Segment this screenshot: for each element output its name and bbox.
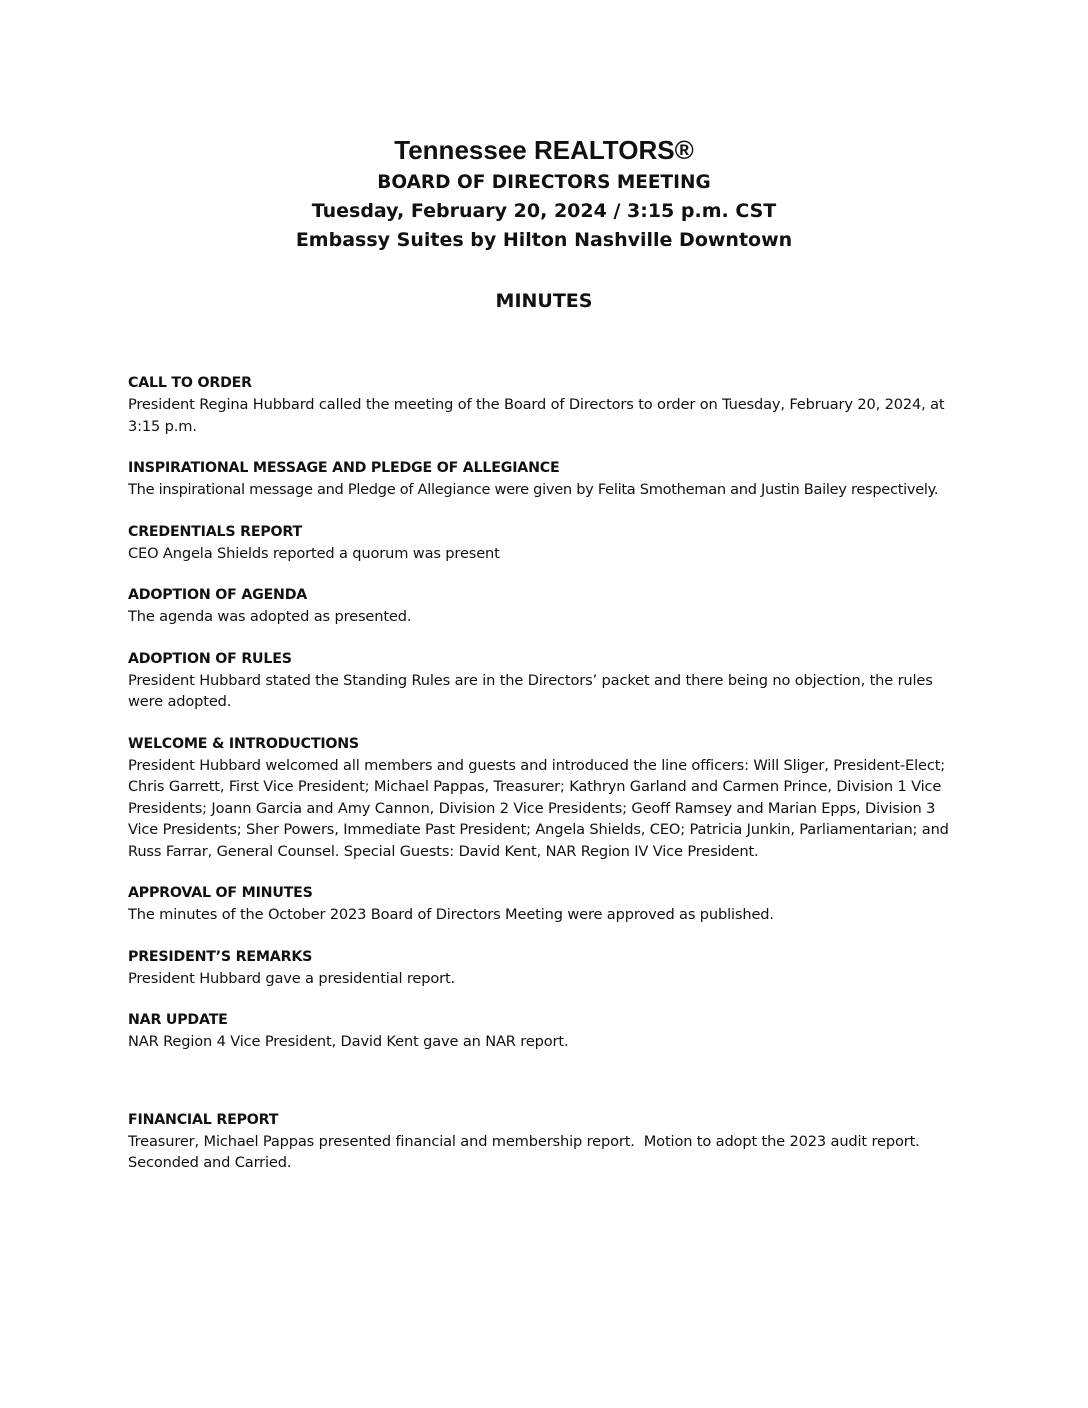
section-heading: FINANCIAL REPORT [128,1111,279,1128]
section-body: President Regina Hubbard called the meeting of the Board of Directors to order on Tuesday, February 20, 2024, at 3:15 p.m. [128,396,945,435]
organization-title: Tennessee REALTORS® [394,135,694,165]
section-call-to-order [128,373,968,437]
section-heading: INSPIRATIONAL MESSAGE AND PLEDGE OF ALLEGIANCE [128,460,560,476]
minutes-sections [128,373,968,1174]
section-body: The inspirational message and Pledge of Allegiance were given by Felita Smotheman and Justin Bailey respectively. [128,481,939,498]
meeting-datetime: Tuesday, February 20, 2024 / 3:15 p.m. CST [311,200,777,222]
section-approval-of-minutes [128,883,968,926]
document-header [0,132,1088,255]
section-heading: ADOPTION OF AGENDA [128,587,308,603]
section-nar-update [128,1010,968,1053]
section-adoption-of-rules [128,649,968,713]
section-heading: CALL TO ORDER [128,375,252,391]
section-heading: APPROVAL OF MINUTES [128,885,313,901]
section-inspirational-message [128,458,968,501]
section-credentials-report [128,522,968,565]
section-heading: ADOPTION OF RULES [128,650,292,667]
meeting-name: BOARD OF DIRECTORS MEETING [377,172,711,193]
section-body: President Hubbard stated the Standing Rules are in the Directors’ packet and there being no objection, the rules were adopted. [128,671,933,710]
section-body: President Hubbard welcomed all members and guests and introduced the line officers: Will Sliger, President-Elect; Chris Garrett, First Vice President; Michael Pappas, Treasurer; Kathryn Garland and Carmen Prince, Division 1 Vice Presidents; Joann Garcia and Amy Cannon, Division 2 Vice Presidents; Geoff Ramsey and Marian Epps, Division 3 Vice Presidents; Sher Powers, Immediate Past President; Angela Shields, CEO; Patricia Junkin, Parliamentarian; and Russ Farrar, General Counsel. Special Guests: David Kent, NAR Region IV Vice President. [128,756,949,860]
section-heading: CREDENTIALS REPORT [128,523,302,540]
section-financial-report [128,1110,968,1174]
section-body: NAR Region 4 Vice President, David Kent gave an NAR report. [128,1033,569,1050]
section-body: The minutes of the October 2023 Board of Directors Meeting were approved as published. [128,906,774,923]
section-body: President Hubbard gave a presidential report. [128,969,456,987]
section-adoption-of-agenda [128,585,968,628]
document-title: MINUTES [495,290,593,312]
meeting-venue: Embassy Suites by Hilton Nashville Downtown [295,229,793,251]
section-presidents-remarks [128,947,968,990]
section-body: Treasurer, Michael Pappas presented financial and membership report. Motion to adopt the 2023 audit report. Seconded and Carried. [128,1132,929,1171]
section-welcome-introductions [128,734,968,863]
section-body: The agenda was adopted as presented. [128,608,412,625]
section-heading: WELCOME & INTRODUCTIONS [128,735,359,752]
section-heading: NAR UPDATE [128,1012,228,1028]
section-heading: PRESIDENT’S REMARKS [128,948,313,965]
section-body: CEO Angela Shields reported a quorum was present [128,544,500,562]
